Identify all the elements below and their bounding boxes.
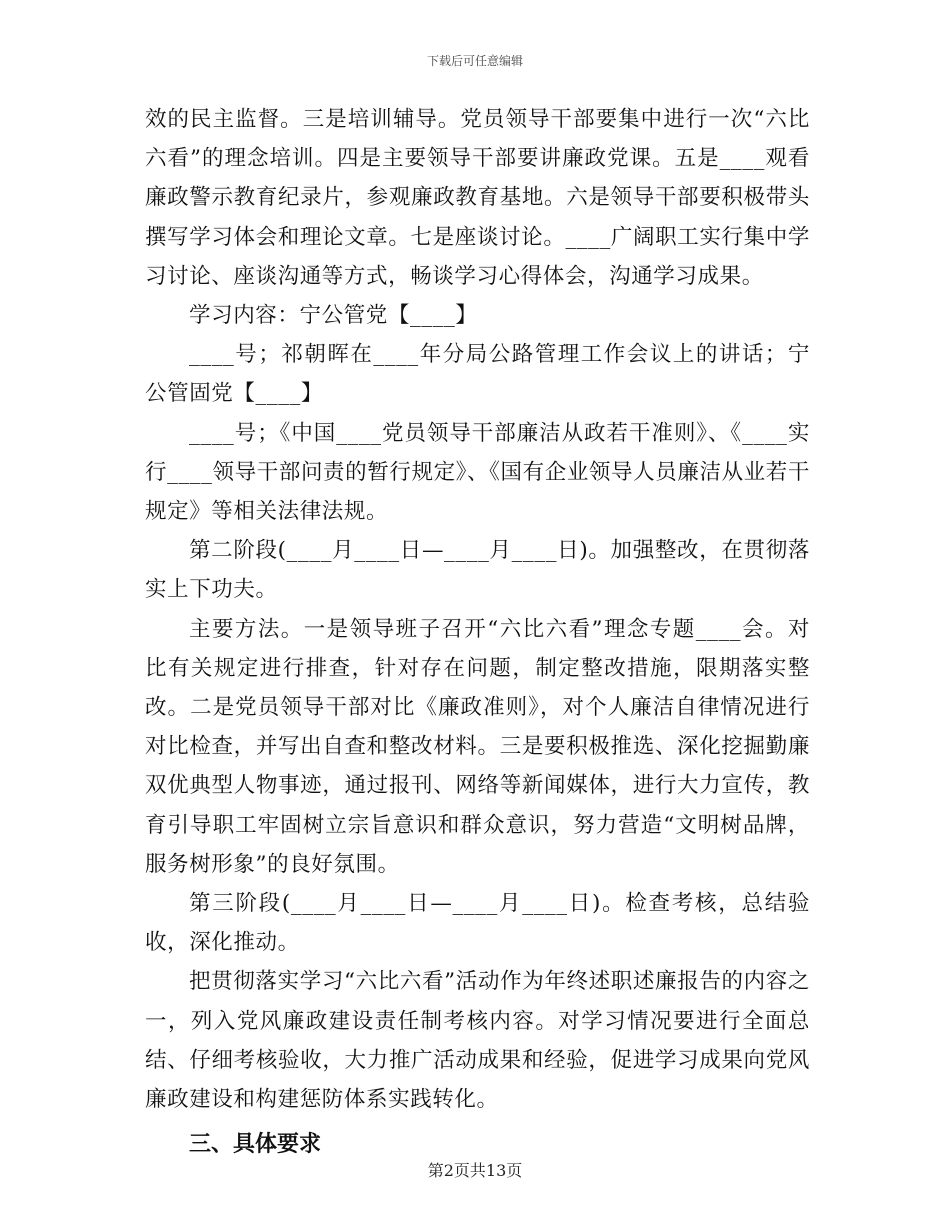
paragraph-phase-three: 第三阶段(____月____日—____月____日)。检查考核，总结验收，深化推动。	[145, 891, 810, 956]
paragraph-regulations: ____号；《中国____党员领导干部廉洁从政若干准则》、《____实行____领导干部问责的暂行规定》、《国有企业领导人员廉洁从业若干规定》等相关法律法规。	[145, 420, 810, 525]
paragraph-study-content: 学习内容：宁公管党【____】	[189, 303, 478, 329]
paragraph-main-methods: 主要方法。一是领导班子召开“六比六看”理念专题____会。对比有关规定进行排查，针对存在问题，制定整改措施，限期落实整改。二是党员领导干部对比《廉政准则》，对个人廉洁自律情况进行对比检查，并写出自查和整改材料。三是要积极推选、深化挖掘勤廉双优典型人物事迹，通过报刊、网络等新闻媒体，进行大力宣传，教育引导职工牢固树立宗旨意识和群众意识，努力营造“文明树品牌，服务树形象”的良好氛围。	[145, 616, 810, 877]
paragraph-assessment: 把贯彻落实学习“六比六看”活动作为年终述职述廉报告的内容之一，列入党风廉政建设责任制考核内容。对学习情况要进行全面总结、仔细考核验收，大力推广活动成果和经验，促进学习成果向党风廉政建设和构建惩防体系实践转化。	[145, 969, 810, 1113]
document-body	[145, 100, 810, 1165]
page-number: 第2页共13页	[427, 1161, 523, 1180]
paragraph-speech-reference: ____号；祁朝晖在____年分局公路管理工作会议上的讲话；宁公管固党【____】	[145, 342, 810, 407]
page-header: 下载后可任意编辑	[426, 54, 523, 68]
paragraph-supervision-training: 效的民主监督。三是培训辅导。党员领导干部要集中进行一次“六比六看”的理念培训。四是主要领导干部要讲廉政党课。五是____观看廉政警示教育纪录片，参观廉政教育基地。六是领导干部要积极带头撰写学习体会和理论文章。七是座谈讨论。____广阔职工实行集中学习讨论、座谈沟通等方式，畅谈学习心得体会，沟通学习成果。	[145, 107, 810, 289]
paragraph-phase-two: 第二阶段(____月____日—____月____日)。加强整改，在贯彻落实上下功夫。	[145, 538, 810, 603]
section-title: 三、具体要求	[189, 1132, 322, 1158]
